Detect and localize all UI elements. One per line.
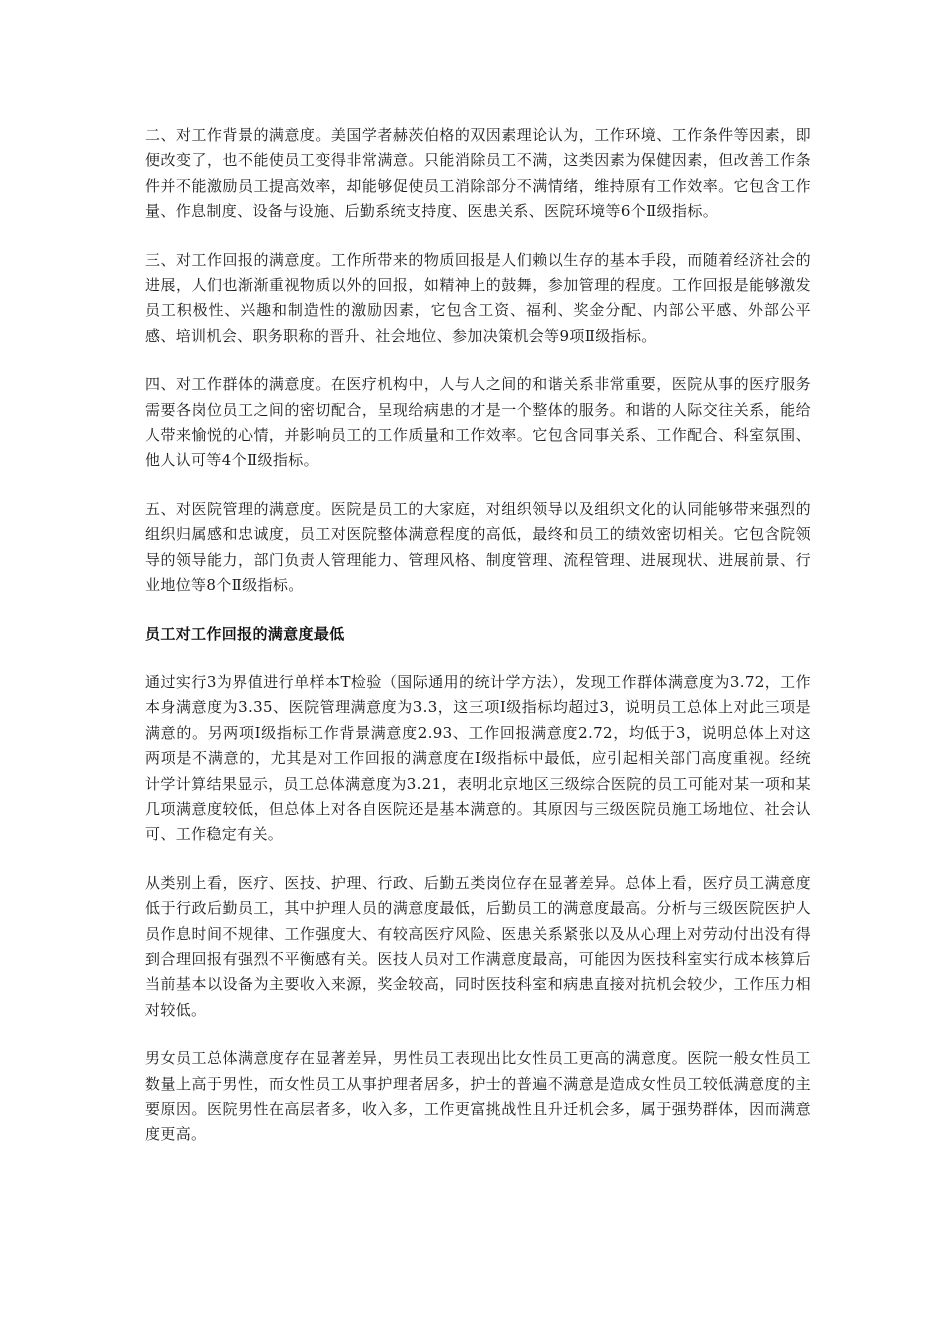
paragraph-gender-difference: 男女员工总体满意度存在显著差异，男性员工表现出比女性员工更高的满意度。医院一般女性员工数量上高于男性，而女性员工从事护理者居多，护士的普遍不满意是造成女性员工较低满意度的主要原因。医院男性在高层者多，收入多，工作更富挑战性且升迁机会多，属于强势群体，因而满意度更高。 [145,1049,811,1144]
paragraph-work-background: 二、对工作背景的满意度。美国学者赫茨伯格的双因素理论认为，工作环境、工作条件等因素，即便改变了，也不能使员工变得非常满意。只能消除员工不满，这类因素为保健因素，但改善工作条件并不能激励员工提高效率，却能够促使员工消除部分不满情绪，维持原有工作效率。它包含工作量、作息制度、设备与设施、后勤系统支持度、医患关系、医院环境等6个Ⅱ级指标。 [145,126,811,221]
document-page [145,123,811,1171]
paragraph-job-categories: 从类别上看，医疗、医技、护理、行政、后勤五类岗位存在显著差异。总体上看，医疗员工满意度低于行政后勤员工，其中护理人员的满意度最低，后勤员工的满意度最高。分析与三级医院医护人员作息时间不规律、工作强度大、有较高医疗风险、医患关系紧张以及从心理上对劳动付出没有得到合理回报有强烈不平衡感有关。医技人员对工作满意度最高，可能因为医技科室实行成本核算后当前基本以设备为主要收入来源，奖金较高，同时医技科室和病患直接对抗机会较少，工作压力相对较低。 [145,873,811,1019]
paragraph-work-group: 四、对工作群体的满意度。在医疗机构中，人与人之间的和谐关系非常重要，医院从事的医疗服务需要各岗位员工之间的密切配合，呈现给病患的才是一个整体的服务。和谐的人际交往关系，能给人带来愉悦的心情，并影响员工的工作质量和工作效率。它包含同事关系、工作配合、科室氛围、他人认可等4个Ⅱ级指标。 [145,375,811,470]
paragraph-hospital-management: 五、对医院管理的满意度。医院是员工的大家庭，对组织领导以及组织文化的认同能够带来强烈的组织归属感和忠诚度，员工对医院整体满意程度的高低，最终和员工的绩效密切相关。它包含院领导的领导能力，部门负责人管理能力、管理风格、制度管理、流程管理、进展现状、进展前景、行业地位等8个Ⅱ级指标。 [145,499,811,595]
paragraph-t-test-results: 通过实行3为界值进行单样本T检验（国际通用的统计学方法），发现工作群体满意度为3.72，工作本身满意度为3.35、医院管理满意度为3.3，这三项Ⅰ级指标均超过3，说明员工总体上对此三项是满意的。另两项Ⅰ级指标工作背景满意度2.93、工作回报满意度2.72，均低于3，说明总体上对这两项是不满意的，尤其是对工作回报的满意度在Ⅰ级指标中最低，应引起相关部门高度重视。经统计学计算结果显示，员工总体满意度为3.21，表明北京地区三级综合医院的员工可能对某一项和某几项满意度较低，但总体上对各自医院还是基本满意的。其原因与三级医院员施工场地位、社会认可、工作稳定有关。 [145,672,811,844]
section-heading: 员工对工作回报的满意度最低 [145,624,345,643]
paragraph-work-reward: 三、对工作回报的满意度。工作所带来的物质回报是人们赖以生存的基本手段，而随着经济社会的进展，人们也渐渐重视物质以外的回报，如精神上的鼓舞，参加管理的程度。工作回报是能够激发员工积极性、兴趣和制造性的激励因素，它包含工资、福利、奖金分配、内部公平感、外部公平感、培训机会、职务职称的晋升、社会地位、参加决策机会等9项Ⅱ级指标。 [145,250,811,345]
